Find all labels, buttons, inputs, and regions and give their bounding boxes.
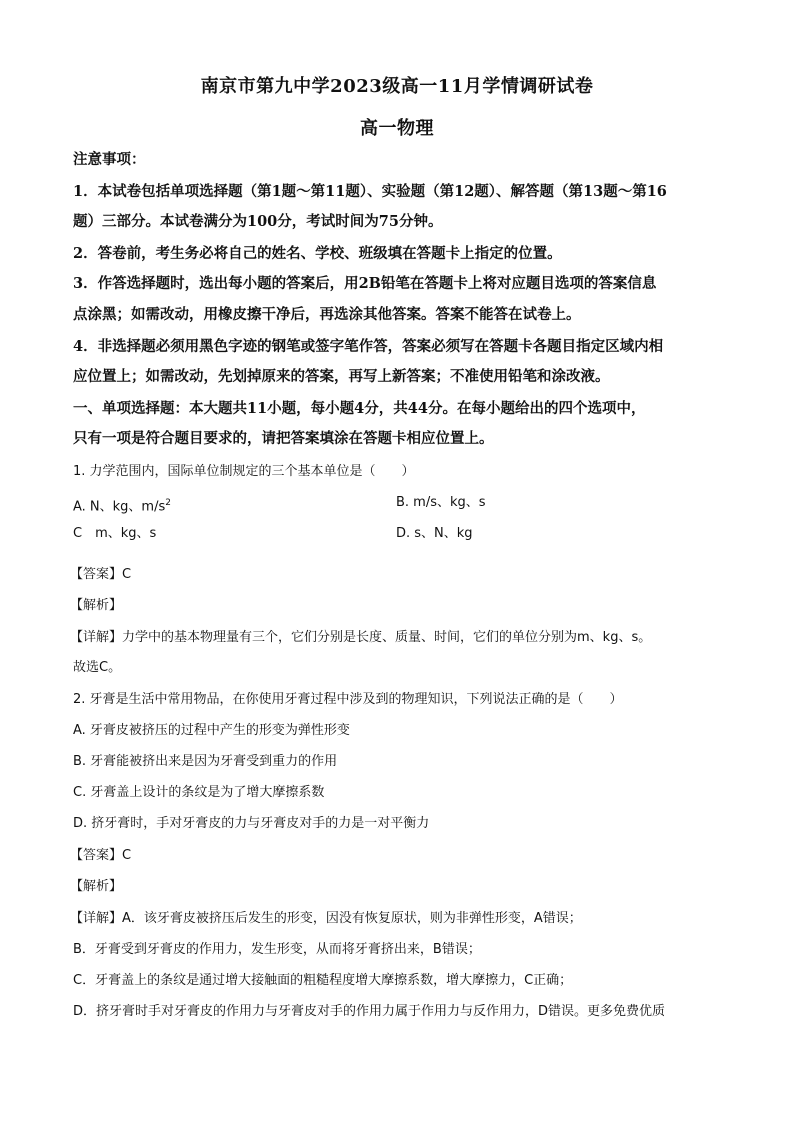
q2-option-c: C. 牙膏盖上设计的条纹是为了增大摩擦系数 — [73, 785, 325, 800]
q2-option-d: D. 挤牙膏时，手对牙膏皮的力与牙膏皮对手的力是一对平衡力 — [73, 816, 430, 831]
notes-line-5: 点涂黑；如需改动，用橡皮擦干净后，再选涂其他答案。答案不能答在试卷上。 — [73, 306, 581, 323]
q2-detail-c: C．牙膏盖上的条纹是通过增大接触面的粗糙程度增大摩擦系数，增大摩擦力，C正确； — [73, 973, 573, 988]
q2-option-b: B. 牙膏能被挤出来是因为牙膏受到重力的作用 — [73, 754, 338, 769]
notes-line-6: 4．非选择题必须用黑色字迹的钢笔或签字笔作答，答案必须写在答题卡各题目指定区域内相 — [73, 338, 664, 355]
q1-analysis: 【解析】 — [70, 598, 123, 613]
q2-detail-a: 【详解】A．该牙膏皮被挤压后发生的形变，因没有恢复原状，则为非弹性形变，A错误； — [70, 911, 582, 926]
q2-answer: 【答案】C — [70, 848, 132, 863]
exam-title: 南京市第九中学2023级高一11月学情调研试卷 — [200, 76, 594, 97]
q1-detail: 【详解】力学中的基本物理量有三个，它们分别是长度、质量、时间，它们的单位分别为m、kg、s。 — [70, 630, 652, 645]
section1-line-1: 一、单项选择题：本大题共11小题，每小题4分，共44分。在每小题给出的四个选项中， — [73, 400, 646, 417]
q1-option-d: D. s、N、kg — [396, 526, 473, 541]
q2-stem: 2. 牙膏是生活中常用物品，在你使用牙膏过程中涉及到的物理知识，下列说法正确的是（ ） — [73, 692, 623, 707]
section1-line-2: 只有一项是符合题目要求的，请把答案填涂在答题卡相应位置上。 — [73, 430, 494, 447]
notes-heading: 注意事项： — [73, 151, 146, 168]
q2-option-a: A. 牙膏皮被挤压的过程中产生的形变为弹性形变 — [73, 723, 350, 738]
notes-line-3: 2．答卷前，考生务必将自己的姓名、学校、班级填在答题卡上指定的位置。 — [73, 245, 562, 262]
q1-stem: 1. 力学范围内，国际单位制规定的三个基本单位是（ ） — [73, 464, 415, 479]
q2-detail-b: B．牙膏受到牙膏皮的作用力，发生形变，从而将牙膏挤出来，B错误； — [73, 942, 481, 957]
q1-option-b: B. m/s、kg、s — [396, 495, 486, 510]
q2-analysis: 【解析】 — [70, 879, 123, 894]
q1-answer: 【答案】C — [70, 567, 132, 582]
q2-detail-d: D．挤牙膏时手对牙膏皮的作用力与牙膏皮对手的作用力属于作用力与反作用力，D错误。更多免费优质 — [73, 1004, 666, 1019]
notes-line-7: 应位置上；如需改动，先划掉原来的答案，再写上新答案；不准使用铅笔和涂改液。 — [73, 368, 610, 385]
exam-subtitle: 高一物理 — [360, 118, 434, 139]
notes-line-1: 1．本试卷包括单项选择题（第1题～第11题）、实验题（第12题）、解答题（第13题～第16 — [73, 183, 667, 200]
q1-conclusion: 故选C。 — [73, 660, 122, 675]
q1-option-c: C m、kg、s — [73, 526, 157, 541]
notes-line-4: 3．作答选择题时，选出每小题的答案后，用2B铅笔在答题卡上将对应题目选项的答案信息 — [73, 275, 657, 292]
notes-line-2: 题）三部分。本试卷满分为100分，考试时间为75分钟。 — [73, 213, 443, 230]
q1-option-a: A. N、kg、$m/s^2$ — [73, 498, 171, 515]
